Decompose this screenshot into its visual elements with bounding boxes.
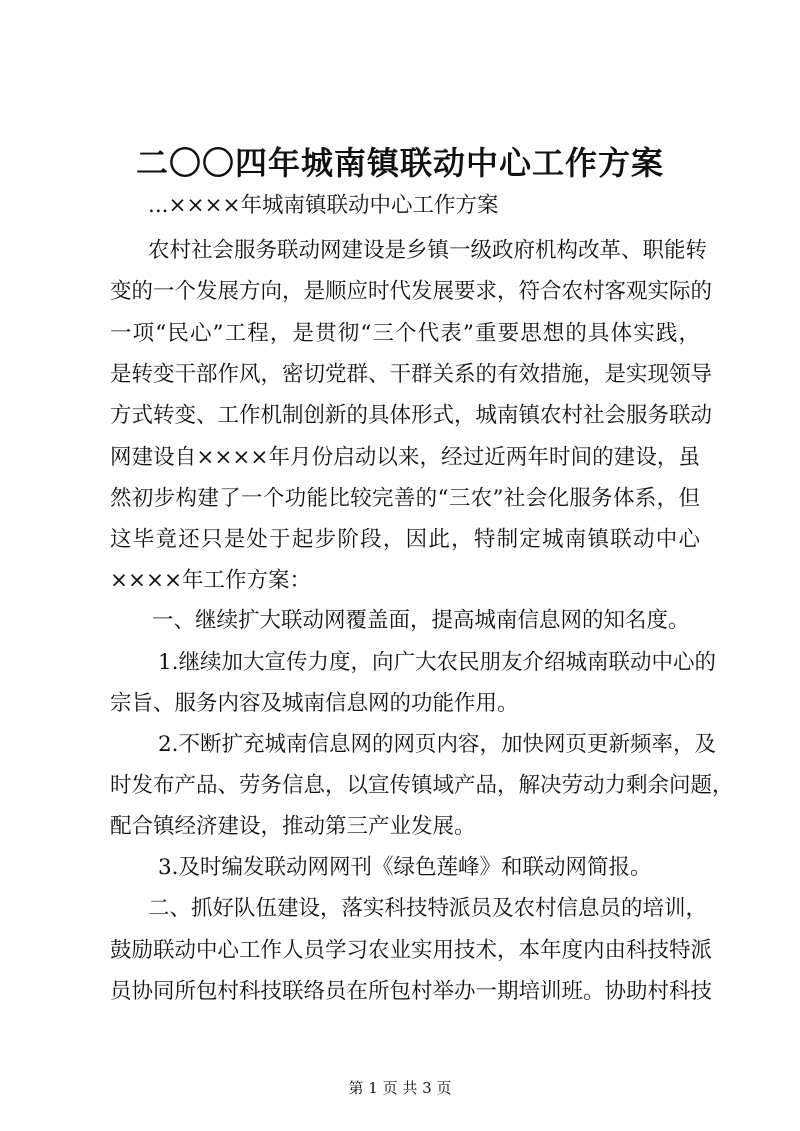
- text-line: ...××××年城南镇联动中心工作方案: [148, 193, 499, 218]
- text-line: 变的一个发展方向，是顺应时代发展要求，符合农村客观实际的: [110, 279, 713, 304]
- text-line: 网建设自××××年月份启动以来，经过近两年时间的建设，虽: [110, 445, 700, 470]
- section-heading: 二、抓好队伍建设，落实科技特派员及农村信息员的培训，: [148, 896, 708, 921]
- text-line: 配合镇经济建设，推动第三产业发展。: [110, 814, 476, 839]
- text-line: 2.不断扩充城南信息网的网页内容，加快网页更新频率，及: [158, 732, 717, 757]
- text-line: 时发布产品、劳务信息，以宣传镇域产品，解决劳动力剩余问题，: [110, 773, 734, 798]
- text-line: 1.继续加大宣传力度，向广大农民朋友介绍城南联动中心的: [158, 650, 717, 675]
- text-line: 方式转变、工作机制创新的具体形式，城南镇农村社会服务联动: [110, 403, 713, 428]
- text-line: 农村社会服务联动网建设是乡镇一级政府机构改革、职能转: [148, 238, 708, 263]
- text-line: 是转变干部作风，密切党群、干群关系的有效措施，是实现领导: [110, 362, 713, 387]
- text-line: ××××年工作方案：: [110, 568, 312, 593]
- document-title: 二〇〇四年城南镇联动中心工作方案: [135, 144, 664, 182]
- section-heading: 一、继续扩大联动网覆盖面，提高城南信息网的知名度。: [152, 608, 690, 633]
- text-line: 一项“民心”工程，是贯彻“三个代表”重要思想的具体实践，: [110, 321, 700, 346]
- text-line: 宗旨、服务内容及城南信息网的功能作用。: [110, 691, 519, 716]
- text-line: 鼓励联动中心工作人员学习农业实用技术，本年度内由科技特派: [110, 938, 713, 963]
- text-line: 员协同所包村科技联络员在所包村举办一期培训班。协助村科技: [110, 979, 713, 1004]
- text-line: 3.及时编发联动网网刊《绿色莲峰》和联动网简报。: [158, 855, 652, 880]
- page-footer: 第 1 页 共 3 页: [348, 1079, 452, 1097]
- text-line: 然初步构建了一个功能比较完善的“三农”社会化服务体系，但: [110, 486, 700, 511]
- text-line: 这毕竟还只是处于起步阶段，因此，特制定城南镇联动中心: [110, 527, 700, 552]
